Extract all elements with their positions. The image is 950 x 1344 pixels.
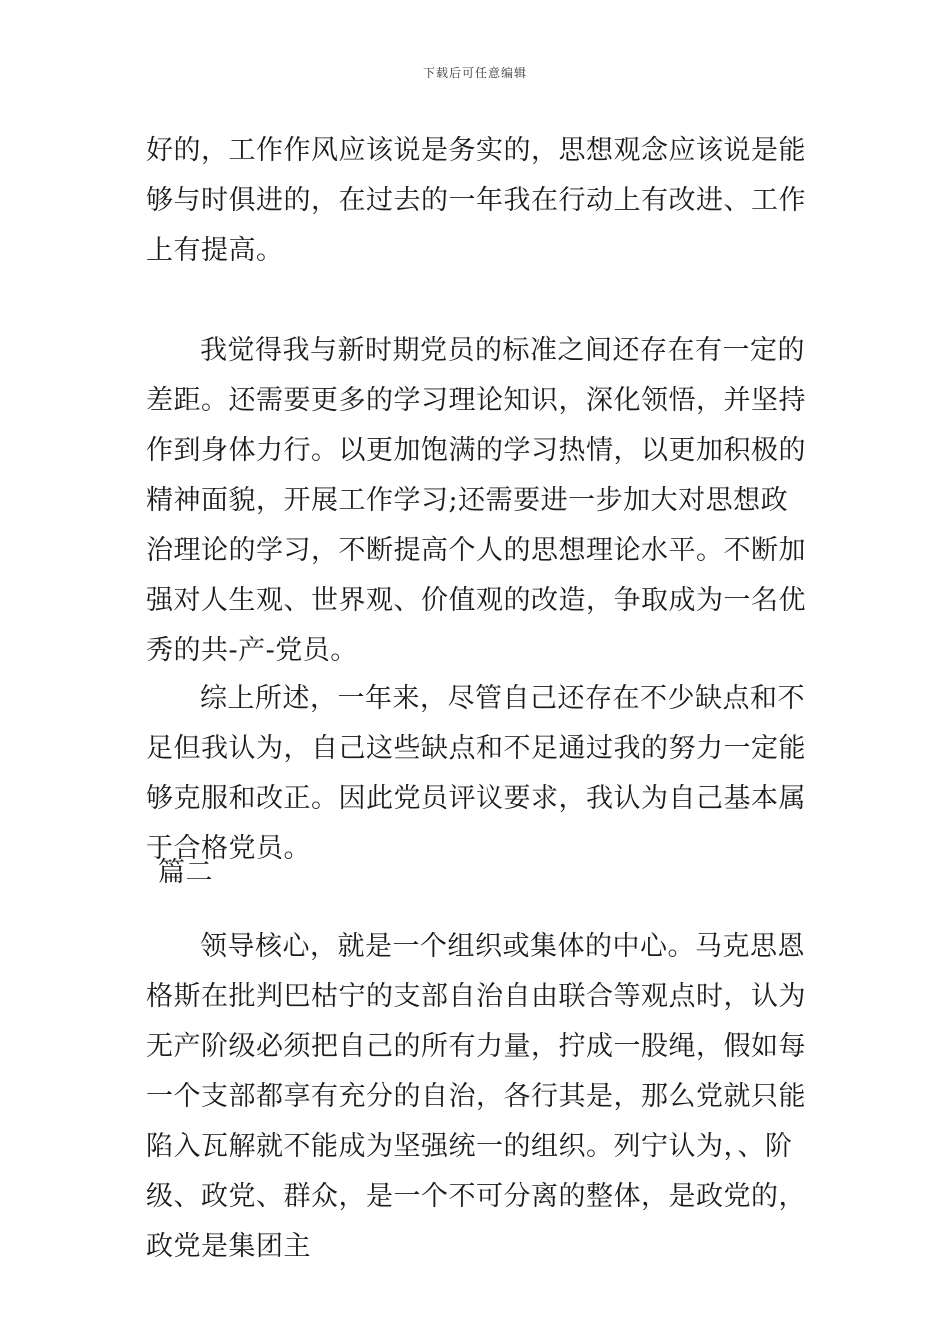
section-heading: 篇二: [158, 857, 213, 888]
paragraph-3: 综上所述，一年来，尽管自己还存在不少缺点和不足但我认为，自己这些缺点和不足通过我的努力一定能够克服和改正。因此党员评议要求，我认为自己基本属于合格党员。: [146, 683, 806, 864]
page-header: 下载后可任意编辑: [422, 66, 527, 80]
paragraph-2: 我觉得我与新时期党员的标准之间还存在有一定的差距。还需要更多的学习理论知识，深化领悟，并坚持作到身体力行。以更加饱满的学习热情，以更加积极的精神面貌，开展工作学习;还需要进一步加大对思想政治理论的学习，不断提高个人的思想理论水平。不断加强对人生观、世界观、价值观的改造，争取成为一名优秀的共-产-党员。: [146, 335, 806, 666]
paragraph-1: 好的，工作作风应该说是务实的，思想观念应该说是能够与时俱进的，在过去的一年我在行动上有改进、工作上有提高。: [146, 135, 806, 266]
paragraph-4: 领导核心，就是一个组织或集体的中心。马克思恩格斯在批判巴枯宁的支部自治自由联合等观点时，认为无产阶级必须把自己的所有力量，拧成一股绳，假如每一个支部都享有充分的自治，各行其是，那么党就只能陷入瓦解就不能成为坚强统一的组织。列宁认为，、阶级、政党、群众，是一个不可分离的整体，是政党的，政党是集团主: [146, 931, 806, 1262]
